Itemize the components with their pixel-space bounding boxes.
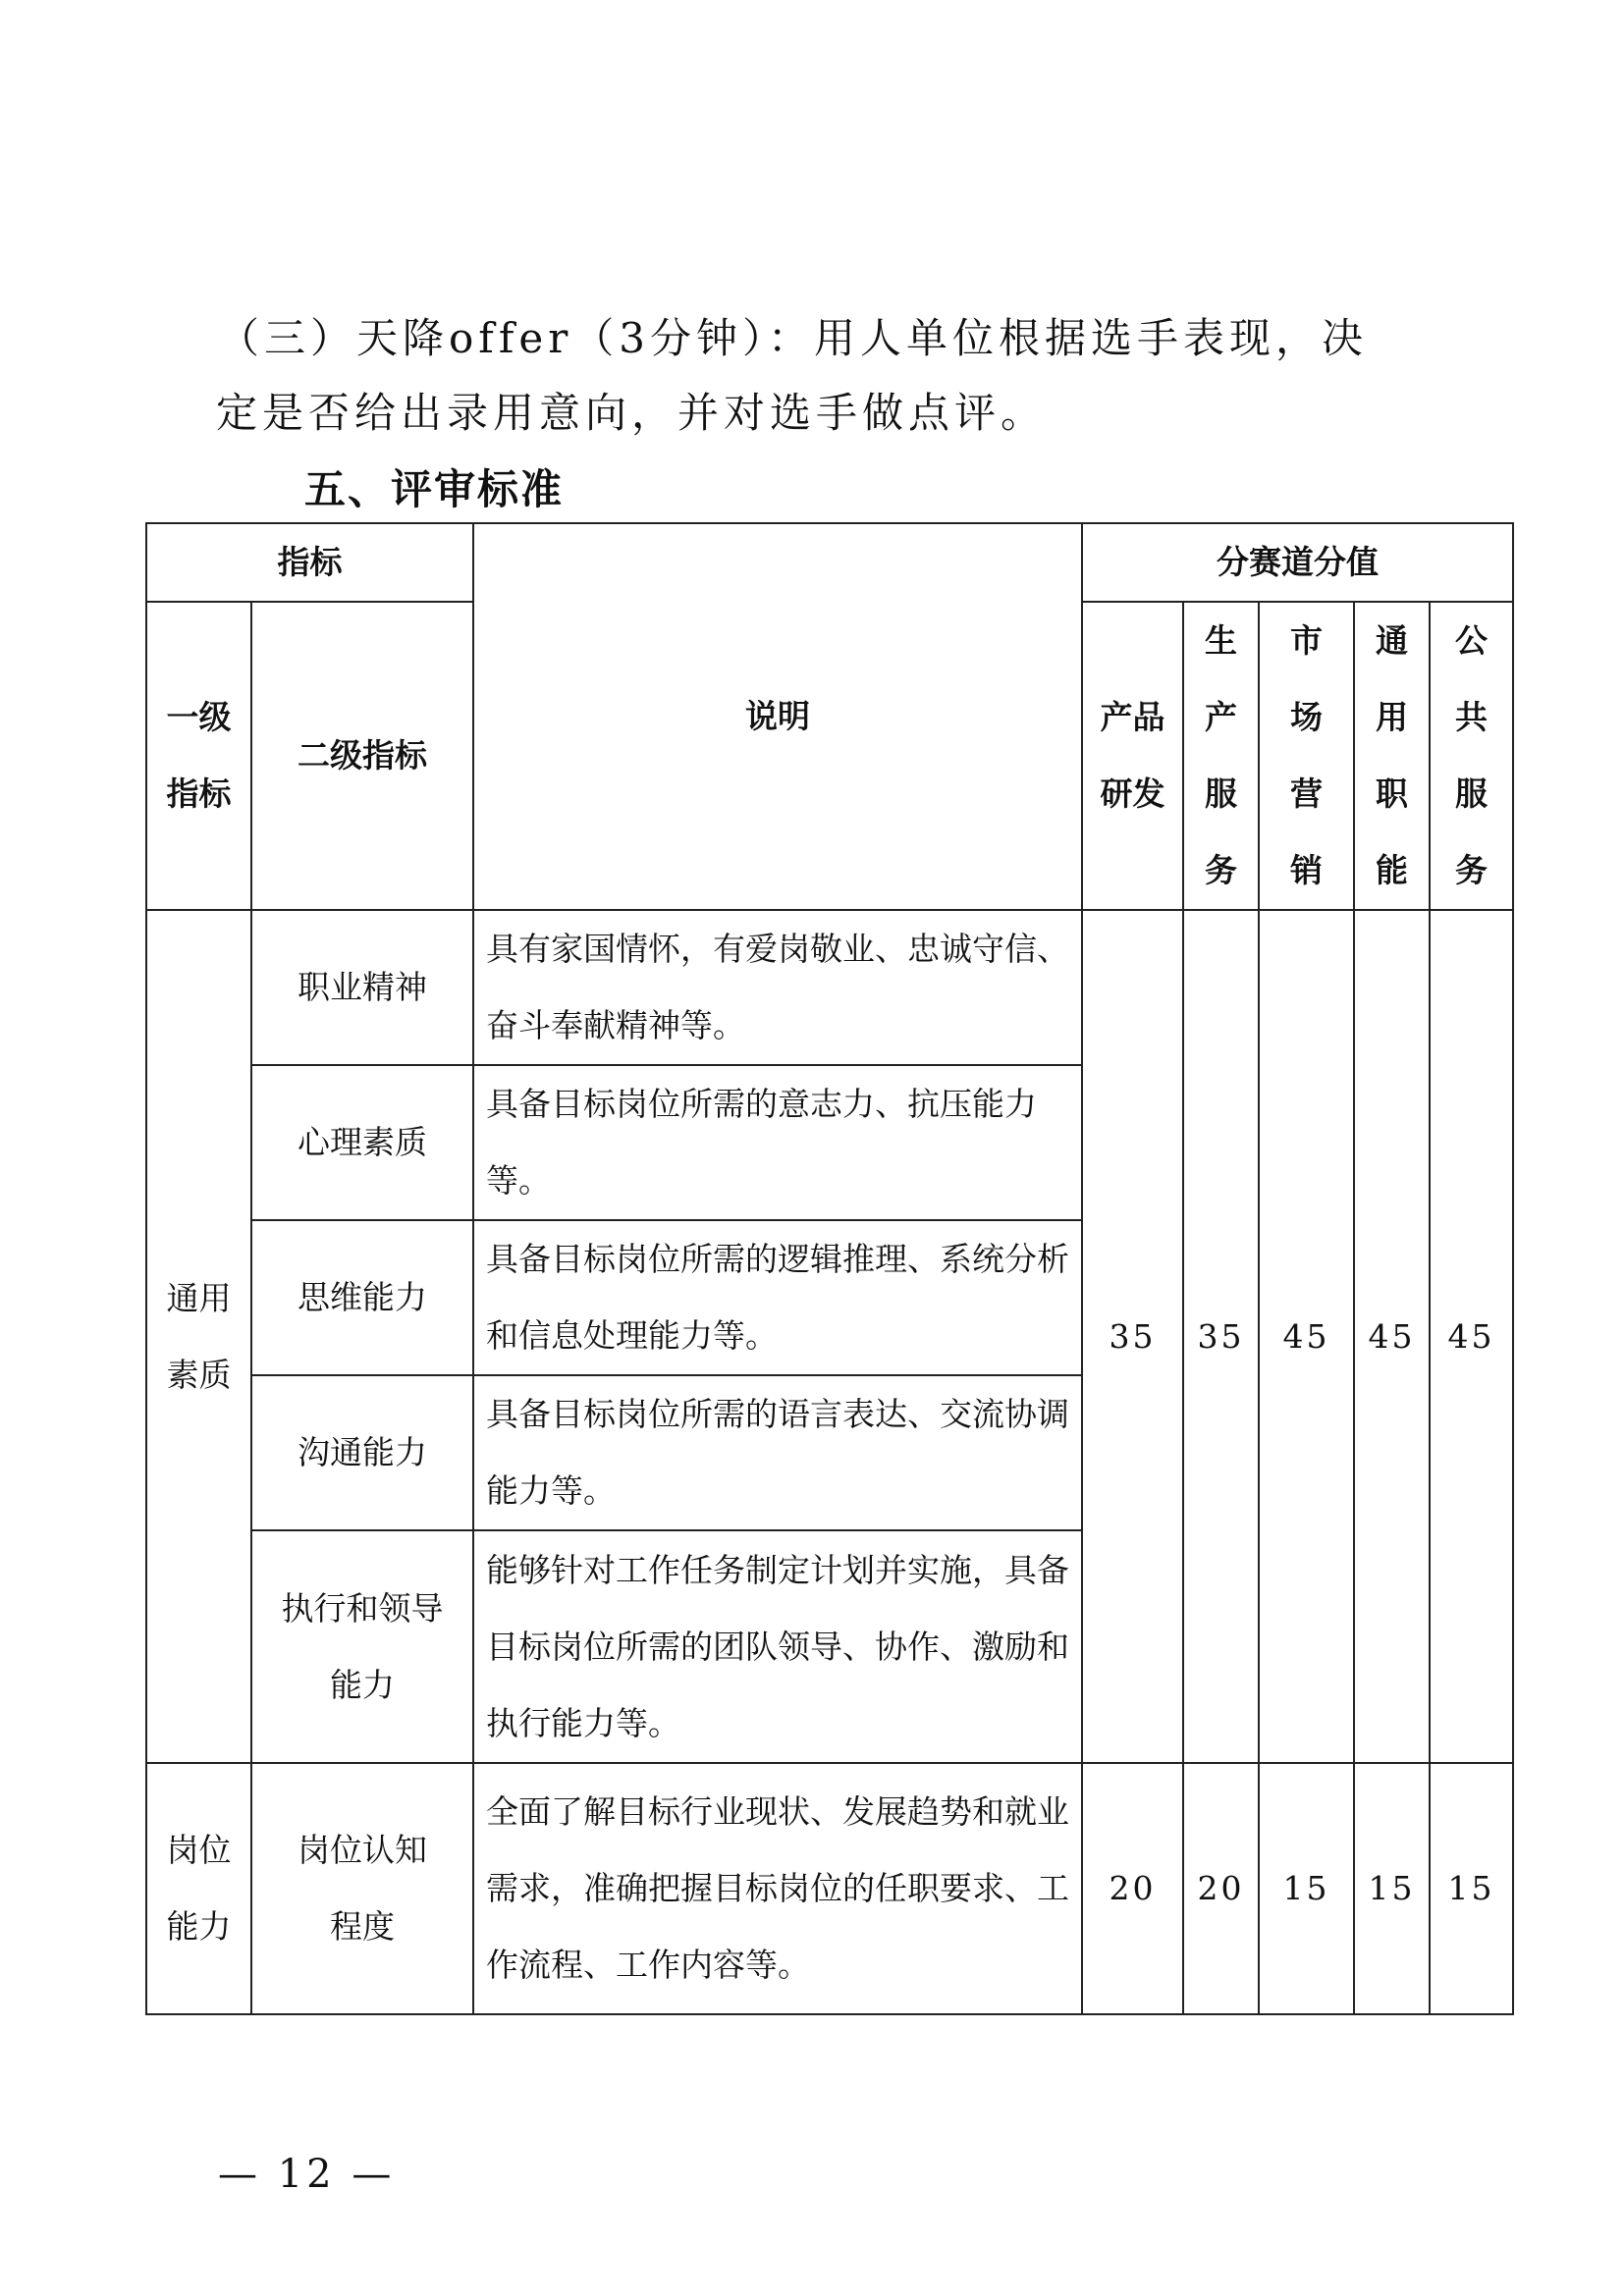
score-cell: 45 xyxy=(1259,910,1354,1763)
page-number: — 12 — xyxy=(218,2152,396,2197)
criteria-table xyxy=(145,522,1514,2015)
description-cell: 具备目标岗位所需的意志力、抗压能力等。 xyxy=(473,1065,1082,1220)
score-cell: 45 xyxy=(1430,910,1513,1763)
paragraph-line-2: 定是否给出录用意向，并对选手做点评。 xyxy=(216,389,1048,437)
score-cell: 35 xyxy=(1082,910,1183,1763)
level2-cell: 职业精神 xyxy=(251,910,473,1065)
score-cell: 20 xyxy=(1183,1763,1259,2014)
score-cell: 15 xyxy=(1430,1763,1513,2014)
description-cell: 全面了解目标行业现状、发展趋势和就业需求，准确把握目标岗位的任职要求、工作流程、工作内容等。 xyxy=(473,1763,1082,2014)
header-track-public: 公共服务 xyxy=(1430,602,1513,910)
score-cell: 15 xyxy=(1354,1763,1430,2014)
description-cell: 具有家国情怀，有爱岗敬业、忠诚守信、奋斗奉献精神等。 xyxy=(473,910,1082,1065)
section-heading: 五、评审标准 xyxy=(304,465,565,513)
level2-cell: 思维能力 xyxy=(251,1220,473,1375)
level2-cell: 执行和领导能力 xyxy=(251,1530,473,1763)
header-track-general: 通用职能 xyxy=(1354,602,1430,910)
level2-cell: 岗位认知程度 xyxy=(251,1763,473,2014)
header-level1: 一级指标 xyxy=(146,602,251,910)
description-cell: 能够针对工作任务制定计划并实施，具备目标岗位所需的团队领导、协作、激励和执行能力等。 xyxy=(473,1530,1082,1763)
description-cell: 具备目标岗位所需的逻辑推理、系统分析和信息处理能力等。 xyxy=(473,1220,1082,1375)
table-row xyxy=(146,910,1513,1065)
level1-cell: 岗位能力 xyxy=(146,1763,251,2014)
header-track-production: 生产服务 xyxy=(1183,602,1259,910)
header-level2: 二级指标 xyxy=(251,602,473,910)
header-description: 说明 xyxy=(473,523,1082,910)
description-cell: 具备目标岗位所需的语言表达、交流协调能力等。 xyxy=(473,1375,1082,1530)
header-indicators: 指标 xyxy=(146,523,473,602)
score-cell: 45 xyxy=(1354,910,1430,1763)
procedure-paragraph xyxy=(218,301,1426,451)
level1-cell: 通用素质 xyxy=(146,910,251,1763)
score-cell: 15 xyxy=(1259,1763,1354,2014)
header-track-marketing: 市场营销 xyxy=(1259,602,1354,910)
score-cell: 35 xyxy=(1183,910,1259,1763)
header-track-scores: 分赛道分值 xyxy=(1082,523,1513,602)
score-cell: 20 xyxy=(1082,1763,1183,2014)
level2-cell: 沟通能力 xyxy=(251,1375,473,1530)
paragraph-line-1: （三）天降offer（3分钟）：用人单位根据选手表现，决 xyxy=(218,314,1369,362)
table-row xyxy=(146,1763,1513,2014)
header-track-product: 产品研发 xyxy=(1082,602,1183,910)
header-row-1 xyxy=(146,523,1513,602)
level2-cell: 心理素质 xyxy=(251,1065,473,1220)
